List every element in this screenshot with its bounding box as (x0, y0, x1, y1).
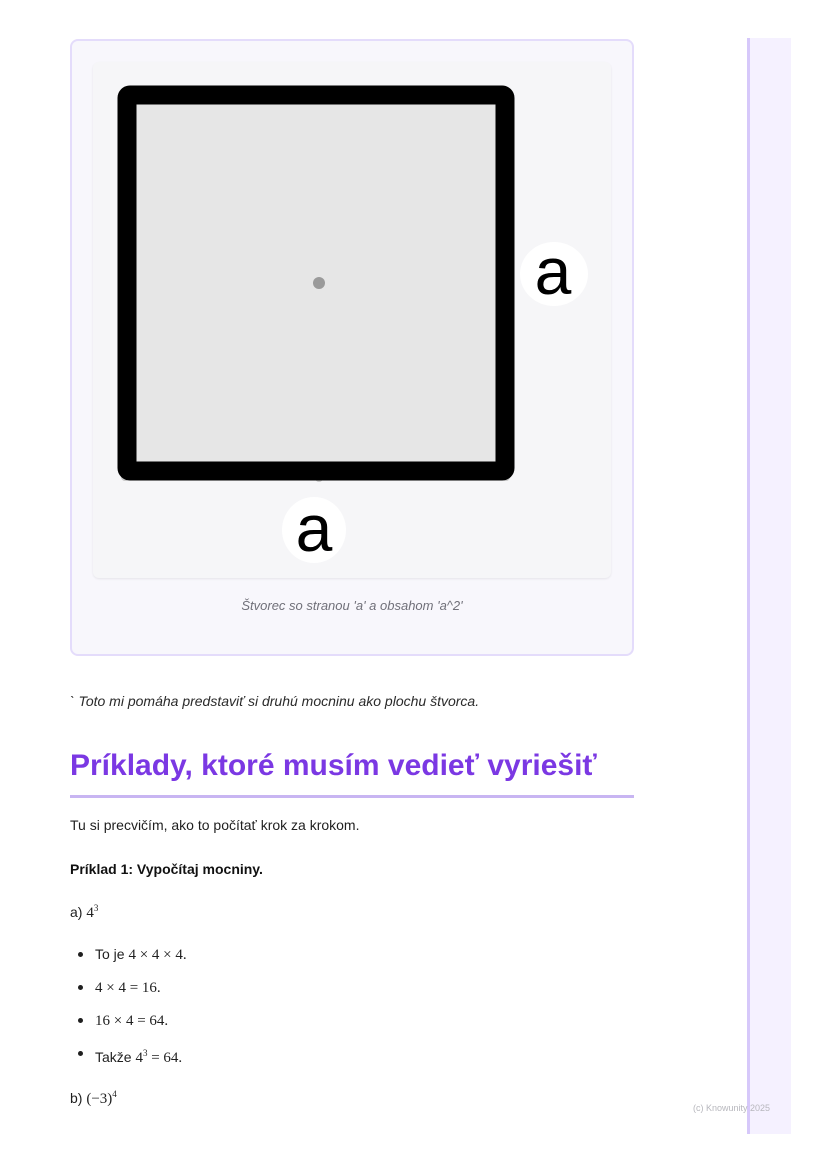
part-a-math (86, 905, 98, 921)
list-item (70, 1042, 187, 1075)
center-dot (313, 277, 325, 289)
bullet-math-rest: = 64. (147, 1050, 183, 1066)
intro-text: Tu si precvičím, ako to počítať krok za krokom. (70, 817, 360, 833)
side-panel (747, 38, 791, 1134)
bullet-math: 4 × 4 = 16. (95, 980, 161, 996)
part-b-label: b) (70, 1090, 83, 1106)
side-label: a (534, 234, 572, 308)
bullet-prefix: Takže (95, 1049, 132, 1065)
part-a-base: 4 (86, 905, 94, 921)
part-b (70, 1089, 117, 1108)
part-b-exponent: 4 (112, 1089, 117, 1099)
list-item (70, 976, 187, 1009)
bullet-dot (78, 1051, 83, 1056)
section-heading: Príklady, ktoré musím vedieť vyriešiť (70, 749, 634, 798)
bullet-dot (78, 985, 83, 990)
bullet-prefix: To je (95, 946, 125, 962)
bottom-label: a (295, 491, 333, 565)
bullet-math-base: 4 (135, 1050, 143, 1066)
bullet-math: 16 × 4 = 64. (95, 1013, 169, 1029)
bullet-math (135, 1050, 182, 1066)
part-a-label: a) (70, 904, 83, 920)
part-a-exponent: 3 (93, 903, 99, 913)
figure-caption: Štvorec so stranou 'a' a obsahom 'a^2' (241, 598, 463, 613)
list-item (70, 1009, 187, 1042)
quote-text: ` Toto mi pomáha predstaviť si druhú mocninu ako plochu štvorca. (70, 693, 480, 709)
steps-list (70, 943, 187, 1075)
example-title: Príklad 1: Vypočítaj mocniny. (70, 861, 263, 877)
square-diagram (93, 62, 611, 578)
bullet-dot (78, 1018, 83, 1023)
part-a (70, 903, 98, 922)
bullet-math-exponent: 3 (142, 1048, 148, 1058)
figure-card (70, 39, 634, 656)
part-b-math (86, 1091, 116, 1107)
list-item (70, 943, 187, 976)
bullet-dot (78, 952, 83, 957)
bullet-math: 4 × 4 × 4. (128, 947, 187, 963)
part-b-base: (−3) (86, 1091, 113, 1107)
footer-copyright: (c) Knowunity 2025 (693, 1103, 771, 1113)
figure-image (93, 62, 611, 578)
